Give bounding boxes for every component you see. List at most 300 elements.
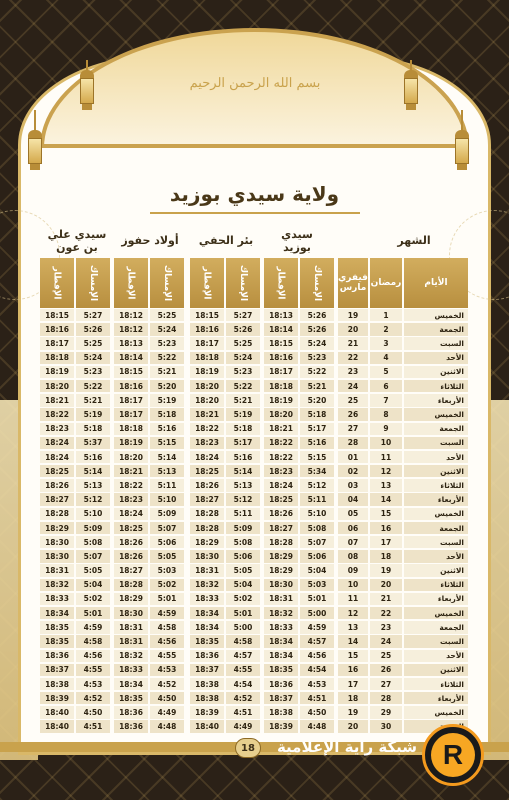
cell-imsak-ben-aoun: 5:02 [76, 593, 110, 605]
cell-iftar-bir-hafey: 18:22 [190, 423, 224, 435]
cell-imsak-sidi-bouzid: 4:53 [300, 678, 334, 690]
cell-imsak-bir-hafey: 5:13 [226, 479, 260, 491]
cell-iftar-ben-aoun: 18:36 [40, 650, 74, 662]
cell-ramadan-day: 18 [370, 550, 402, 562]
cell-iftar-ouled-haffouz: 18:18 [114, 423, 148, 435]
cell-iftar-sidi-bouzid: 18:30 [264, 579, 298, 591]
cell-iftar-bir-hafey: 18:21 [190, 408, 224, 420]
cell-imsak-ouled-haffouz: 5:07 [150, 522, 184, 534]
cell-imsak-sidi-bouzid: 4:48 [300, 720, 334, 732]
cell-ramadan-day: 7 [370, 394, 402, 406]
cell-imsak-sidi-bouzid: 5:11 [300, 493, 334, 505]
cell-iftar-bir-hafey: 18:37 [190, 664, 224, 676]
cell-iftar-bir-hafey: 18:34 [190, 621, 224, 633]
cell-imsak-ben-aoun: 5:37 [76, 437, 110, 449]
cell-iftar-ben-aoun: 18:26 [40, 479, 74, 491]
header-ouled-haffouz: أولاد حفوز [121, 234, 179, 247]
cell-iftar-ouled-haffouz: 18:12 [114, 323, 148, 335]
cell-greg-date: 16 [338, 664, 368, 676]
cell-imsak-bir-hafey: 4:49 [226, 720, 260, 732]
cell-iftar-ben-aoun: 18:37 [40, 664, 74, 676]
cell-imsak-ben-aoun: 5:21 [76, 394, 110, 406]
cell-imsak-ben-aoun: 5:07 [76, 550, 110, 562]
cell-iftar-ben-aoun: 18:33 [40, 593, 74, 605]
cell-greg-date: 05 [338, 508, 368, 520]
cell-imsak-ben-aoun: 4:58 [76, 635, 110, 647]
cell-imsak-ouled-haffouz: 5:18 [150, 408, 184, 420]
cell-greg-date: 11 [338, 593, 368, 605]
cell-iftar-ouled-haffouz: 18:31 [114, 635, 148, 647]
cell-imsak-sidi-bouzid: 4:51 [300, 692, 334, 704]
cell-weekday: السبت [404, 337, 468, 349]
subheader-iftar: الإفطار [190, 258, 224, 308]
cell-imsak-bir-hafey: 5:22 [226, 380, 260, 392]
cell-iftar-sidi-bouzid: 18:27 [264, 522, 298, 534]
lantern-icon [80, 60, 94, 110]
table-row [40, 521, 468, 535]
cell-imsak-sidi-bouzid: 4:54 [300, 664, 334, 676]
cell-iftar-bir-hafey: 18:38 [190, 678, 224, 690]
cell-iftar-ben-aoun: 18:40 [40, 720, 74, 732]
cell-iftar-sidi-bouzid: 18:15 [264, 337, 298, 349]
cell-iftar-ben-aoun: 18:25 [40, 465, 74, 477]
cell-imsak-sidi-bouzid: 5:34 [300, 465, 334, 477]
cell-imsak-bir-hafey: 5:05 [226, 564, 260, 576]
cell-imsak-ben-aoun: 5:24 [76, 352, 110, 364]
cell-iftar-ouled-haffouz: 18:35 [114, 692, 148, 704]
cell-imsak-sidi-bouzid: 5:03 [300, 579, 334, 591]
cell-ramadan-day: 23 [370, 621, 402, 633]
cell-greg-date: 24 [338, 380, 368, 392]
cell-weekday: الخميس [404, 508, 468, 520]
cell-imsak-ouled-haffouz: 5:25 [150, 309, 184, 321]
table-row [40, 719, 468, 733]
cell-imsak-ouled-haffouz: 5:01 [150, 593, 184, 605]
header-bir-hafey: بئر الحفي [198, 234, 254, 247]
table-row [40, 535, 468, 549]
cell-imsak-sidi-bouzid: 5:23 [300, 352, 334, 364]
cell-iftar-sidi-bouzid: 18:32 [264, 607, 298, 619]
cell-iftar-ouled-haffouz: 18:28 [114, 579, 148, 591]
cell-imsak-bir-hafey: 5:18 [226, 423, 260, 435]
cell-iftar-bir-hafey: 18:33 [190, 593, 224, 605]
cell-weekday: الثلاثاء [404, 380, 468, 392]
page-number: 18 [235, 738, 261, 758]
cell-iftar-ouled-haffouz: 18:14 [114, 352, 148, 364]
cell-iftar-sidi-bouzid: 18:26 [264, 508, 298, 520]
cell-iftar-bir-hafey: 18:26 [190, 479, 224, 491]
cell-iftar-sidi-bouzid: 18:37 [264, 692, 298, 704]
cell-weekday: السبت [404, 536, 468, 548]
table-row [40, 379, 468, 393]
lantern-icon [28, 110, 42, 170]
cell-iftar-bir-hafey: 18:38 [190, 692, 224, 704]
cell-iftar-ben-aoun: 18:19 [40, 366, 74, 378]
cell-imsak-ouled-haffouz: 5:23 [150, 337, 184, 349]
table-row [40, 492, 468, 506]
cell-iftar-ben-aoun: 18:35 [40, 621, 74, 633]
table-row [40, 336, 468, 350]
table-row [40, 308, 468, 322]
cell-iftar-bir-hafey: 18:31 [190, 564, 224, 576]
table-row [40, 592, 468, 606]
cell-imsak-ben-aoun: 5:16 [76, 451, 110, 463]
cell-greg-date: 10 [338, 579, 368, 591]
cell-greg-date: 08 [338, 550, 368, 562]
cell-imsak-ben-aoun: 5:04 [76, 579, 110, 591]
cell-iftar-sidi-bouzid: 18:38 [264, 706, 298, 718]
cell-imsak-ouled-haffouz: 5:09 [150, 508, 184, 520]
cell-greg-date: 14 [338, 635, 368, 647]
cell-imsak-bir-hafey: 5:27 [226, 309, 260, 321]
title-divider [150, 212, 360, 214]
cell-weekday: الأحد [404, 650, 468, 662]
cell-iftar-sidi-bouzid: 18:36 [264, 678, 298, 690]
cell-iftar-bir-hafey: 18:36 [190, 650, 224, 662]
cell-imsak-sidi-bouzid: 5:04 [300, 564, 334, 576]
cell-ramadan-day: 6 [370, 380, 402, 392]
cell-iftar-ouled-haffouz: 18:26 [114, 550, 148, 562]
cell-ramadan-day: 15 [370, 508, 402, 520]
table-row [40, 436, 468, 450]
table-row [40, 422, 468, 436]
cell-weekday: الخميس [404, 408, 468, 420]
cell-iftar-ouled-haffouz: 18:17 [114, 394, 148, 406]
cell-greg-date: 13 [338, 621, 368, 633]
table-row [40, 464, 468, 478]
cell-ramadan-day: 11 [370, 451, 402, 463]
logo-letter: R [431, 733, 475, 777]
cell-iftar-bir-hafey: 18:28 [190, 508, 224, 520]
cell-greg-date: 22 [338, 352, 368, 364]
cell-iftar-bir-hafey: 18:18 [190, 352, 224, 364]
cell-iftar-sidi-bouzid: 18:19 [264, 394, 298, 406]
cell-imsak-bir-hafey: 5:01 [226, 607, 260, 619]
cell-iftar-sidi-bouzid: 18:24 [264, 479, 298, 491]
cell-iftar-sidi-bouzid: 18:16 [264, 352, 298, 364]
cell-greg-date: 17 [338, 678, 368, 690]
cell-ramadan-day: 3 [370, 337, 402, 349]
lantern-icon [455, 110, 469, 170]
cell-iftar-sidi-bouzid: 18:31 [264, 593, 298, 605]
cell-imsak-sidi-bouzid: 5:22 [300, 366, 334, 378]
cell-imsak-ben-aoun: 5:19 [76, 408, 110, 420]
cell-imsak-sidi-bouzid: 4:50 [300, 706, 334, 718]
cell-greg-date: 18 [338, 692, 368, 704]
cell-iftar-sidi-bouzid: 18:22 [264, 451, 298, 463]
cell-imsak-ouled-haffouz: 5:20 [150, 380, 184, 392]
cell-weekday: الأحد [404, 451, 468, 463]
cell-iftar-ben-aoun: 18:32 [40, 579, 74, 591]
cell-imsak-sidi-bouzid: 4:59 [300, 621, 334, 633]
cell-weekday: الأحد [404, 352, 468, 364]
table-row [40, 393, 468, 407]
cell-iftar-sidi-bouzid: 18:22 [264, 437, 298, 449]
cell-ramadan-day: 1 [370, 309, 402, 321]
cell-iftar-bir-hafey: 18:15 [190, 309, 224, 321]
cell-greg-date: 20 [338, 323, 368, 335]
cell-weekday: الجمعة [404, 621, 468, 633]
cell-imsak-ben-aoun: 5:25 [76, 337, 110, 349]
subheader-imsak: الإمساك [150, 258, 184, 308]
cell-weekday: الأربعاء [404, 692, 468, 704]
cell-ramadan-day: 20 [370, 579, 402, 591]
cell-imsak-ben-aoun: 5:22 [76, 380, 110, 392]
table-row [40, 549, 468, 563]
table-row [40, 365, 468, 379]
cell-imsak-sidi-bouzid: 4:56 [300, 650, 334, 662]
cell-imsak-ben-aoun: 4:53 [76, 678, 110, 690]
cell-iftar-bir-hafey: 18:39 [190, 706, 224, 718]
cell-imsak-sidi-bouzid: 5:15 [300, 451, 334, 463]
cell-imsak-sidi-bouzid: 5:26 [300, 323, 334, 335]
cell-imsak-ben-aoun: 5:10 [76, 508, 110, 520]
cell-weekday: الجمعة [404, 522, 468, 534]
cell-iftar-sidi-bouzid: 18:23 [264, 465, 298, 477]
cell-ramadan-day: 5 [370, 366, 402, 378]
cell-imsak-sidi-bouzid: 5:12 [300, 479, 334, 491]
cell-imsak-ouled-haffouz: 4:53 [150, 664, 184, 676]
cell-imsak-ouled-haffouz: 4:58 [150, 621, 184, 633]
table-row [40, 634, 468, 648]
subheader-iftar: الإفطار [114, 258, 148, 308]
cell-greg-date: 06 [338, 522, 368, 534]
cell-iftar-ouled-haffouz: 18:12 [114, 309, 148, 321]
cell-imsak-bir-hafey: 5:21 [226, 394, 260, 406]
cell-ramadan-day: 24 [370, 635, 402, 647]
cell-iftar-ben-aoun: 18:31 [40, 564, 74, 576]
cell-iftar-bir-hafey: 18:16 [190, 323, 224, 335]
cell-greg-date: 12 [338, 607, 368, 619]
cell-imsak-ouled-haffouz: 5:05 [150, 550, 184, 562]
cell-iftar-sidi-bouzid: 18:33 [264, 621, 298, 633]
cell-iftar-bir-hafey: 18:32 [190, 579, 224, 591]
cell-iftar-bir-hafey: 18:25 [190, 465, 224, 477]
table-row [40, 351, 468, 365]
cell-iftar-ouled-haffouz: 18:30 [114, 607, 148, 619]
cell-iftar-bir-hafey: 18:27 [190, 493, 224, 505]
cell-imsak-bir-hafey: 4:57 [226, 650, 260, 662]
cell-weekday: الاثنين [404, 465, 468, 477]
cell-imsak-bir-hafey: 5:26 [226, 323, 260, 335]
cell-iftar-bir-hafey: 18:40 [190, 720, 224, 732]
cell-ramadan-day: 28 [370, 692, 402, 704]
cell-iftar-bir-hafey: 18:35 [190, 635, 224, 647]
cell-iftar-sidi-bouzid: 18:35 [264, 664, 298, 676]
cell-greg-date: 07 [338, 536, 368, 548]
cell-imsak-bir-hafey: 5:24 [226, 352, 260, 364]
cell-iftar-ouled-haffouz: 18:22 [114, 479, 148, 491]
brand-logo [422, 724, 484, 786]
cell-imsak-bir-hafey: 5:16 [226, 451, 260, 463]
cell-weekday: الأربعاء [404, 394, 468, 406]
cell-imsak-bir-hafey: 5:19 [226, 408, 260, 420]
cell-ramadan-day: 16 [370, 522, 402, 534]
cell-imsak-sidi-bouzid: 5:10 [300, 508, 334, 520]
cell-imsak-ben-aoun: 4:52 [76, 692, 110, 704]
cell-ramadan-day: 25 [370, 650, 402, 662]
cell-imsak-ouled-haffouz: 5:15 [150, 437, 184, 449]
cell-iftar-ben-aoun: 18:18 [40, 352, 74, 364]
cell-weekday: الجمعة [404, 423, 468, 435]
cell-imsak-ben-aoun: 5:05 [76, 564, 110, 576]
cell-iftar-sidi-bouzid: 18:34 [264, 635, 298, 647]
cell-imsak-bir-hafey: 5:02 [226, 593, 260, 605]
cell-imsak-ouled-haffouz: 5:06 [150, 536, 184, 548]
cell-imsak-ouled-haffouz: 4:59 [150, 607, 184, 619]
header-month: الشهر [397, 234, 431, 247]
cell-iftar-ouled-haffouz: 18:34 [114, 678, 148, 690]
cell-imsak-ben-aoun: 5:09 [76, 522, 110, 534]
table-row [40, 450, 468, 464]
cell-imsak-ben-aoun: 4:55 [76, 664, 110, 676]
cell-imsak-bir-hafey: 5:17 [226, 437, 260, 449]
subheader-imsak: الإمساك [226, 258, 260, 308]
cell-weekday: الاثنين [404, 366, 468, 378]
cell-weekday: الثلاثاء [404, 579, 468, 591]
cell-ramadan-day: 21 [370, 593, 402, 605]
cell-imsak-sidi-bouzid: 5:20 [300, 394, 334, 406]
table-row [40, 677, 468, 691]
cell-iftar-ben-aoun: 18:40 [40, 706, 74, 718]
cell-greg-date: 26 [338, 408, 368, 420]
header-sidi-ali-ben-aoun: سيدي علي بن عون [47, 228, 107, 254]
cell-imsak-bir-hafey: 5:06 [226, 550, 260, 562]
imsakia-table [40, 258, 468, 734]
cell-imsak-ouled-haffouz: 5:02 [150, 579, 184, 591]
cell-weekday: الجمعة [404, 323, 468, 335]
cell-iftar-sidi-bouzid: 18:28 [264, 536, 298, 548]
cell-ramadan-day: 17 [370, 536, 402, 548]
cell-iftar-bir-hafey: 18:24 [190, 451, 224, 463]
cell-iftar-ouled-haffouz: 18:13 [114, 337, 148, 349]
cell-ramadan-day: 26 [370, 664, 402, 676]
cell-imsak-sidi-bouzid: 5:24 [300, 337, 334, 349]
cell-ramadan-day: 29 [370, 706, 402, 718]
cell-iftar-ouled-haffouz: 18:33 [114, 664, 148, 676]
cell-greg-date: 03 [338, 479, 368, 491]
cell-ramadan-day: 27 [370, 678, 402, 690]
cell-iftar-sidi-bouzid: 18:39 [264, 720, 298, 732]
cell-iftar-sidi-bouzid: 18:25 [264, 493, 298, 505]
cell-iftar-sidi-bouzid: 18:21 [264, 423, 298, 435]
cell-greg-date: 21 [338, 337, 368, 349]
cell-imsak-bir-hafey: 5:00 [226, 621, 260, 633]
cell-iftar-ben-aoun: 18:22 [40, 408, 74, 420]
table-row [40, 563, 468, 577]
cell-iftar-sidi-bouzid: 18:17 [264, 366, 298, 378]
cell-greg-date: 04 [338, 493, 368, 505]
cell-ramadan-day: 30 [370, 720, 402, 732]
cell-iftar-sidi-bouzid: 18:20 [264, 408, 298, 420]
cell-imsak-bir-hafey: 4:52 [226, 692, 260, 704]
cell-imsak-ben-aoun: 4:51 [76, 720, 110, 732]
cell-iftar-ouled-haffouz: 18:21 [114, 465, 148, 477]
cell-imsak-ouled-haffouz: 5:10 [150, 493, 184, 505]
cell-iftar-ben-aoun: 18:24 [40, 437, 74, 449]
cell-iftar-ben-aoun: 18:16 [40, 323, 74, 335]
cell-ramadan-day: 9 [370, 423, 402, 435]
cell-weekday: الاثنين [404, 564, 468, 576]
cell-greg-date: 28 [338, 437, 368, 449]
cell-imsak-ben-aoun: 5:14 [76, 465, 110, 477]
cell-weekday: الأحد [404, 550, 468, 562]
cell-greg-date: 01 [338, 451, 368, 463]
cell-greg-date: 02 [338, 465, 368, 477]
cell-iftar-ouled-haffouz: 18:31 [114, 621, 148, 633]
subheader-iftar: الإفطار [40, 258, 74, 308]
table-row [40, 620, 468, 634]
cell-greg-date: 27 [338, 423, 368, 435]
cell-iftar-ben-aoun: 18:30 [40, 536, 74, 548]
cell-imsak-sidi-bouzid: 5:17 [300, 423, 334, 435]
cell-imsak-ben-aoun: 4:56 [76, 650, 110, 662]
cell-imsak-ouled-haffouz: 4:50 [150, 692, 184, 704]
cell-imsak-ouled-haffouz: 5:22 [150, 352, 184, 364]
table-row [40, 705, 468, 719]
brand-name: شبكة راية الإعلامية [276, 738, 418, 756]
cell-ramadan-day: 22 [370, 607, 402, 619]
cell-iftar-ben-aoun: 18:28 [40, 508, 74, 520]
cell-imsak-ben-aoun: 5:01 [76, 607, 110, 619]
cell-imsak-sidi-bouzid: 5:26 [300, 309, 334, 321]
cell-imsak-sidi-bouzid: 5:01 [300, 593, 334, 605]
cell-imsak-ouled-haffouz: 5:13 [150, 465, 184, 477]
cell-greg-date: 25 [338, 394, 368, 406]
cell-iftar-bir-hafey: 18:17 [190, 337, 224, 349]
cell-weekday: السبت [404, 437, 468, 449]
cell-iftar-ouled-haffouz: 18:26 [114, 536, 148, 548]
cell-greg-date: 19 [338, 309, 368, 321]
cell-imsak-sidi-bouzid: 5:00 [300, 607, 334, 619]
cell-imsak-ben-aoun: 5:27 [76, 309, 110, 321]
cell-iftar-ouled-haffouz: 18:25 [114, 522, 148, 534]
cell-iftar-bir-hafey: 18:30 [190, 550, 224, 562]
cell-weekday: الأربعاء [404, 593, 468, 605]
cell-iftar-sidi-bouzid: 18:29 [264, 564, 298, 576]
cell-iftar-ouled-haffouz: 18:23 [114, 493, 148, 505]
cell-imsak-ouled-haffouz: 5:16 [150, 423, 184, 435]
cell-imsak-sidi-bouzid: 5:07 [300, 536, 334, 548]
cell-iftar-ouled-haffouz: 18:20 [114, 451, 148, 463]
cell-ramadan-day: 2 [370, 323, 402, 335]
cell-imsak-ouled-haffouz: 4:52 [150, 678, 184, 690]
table-row [40, 478, 468, 492]
cell-imsak-bir-hafey: 5:11 [226, 508, 260, 520]
cell-imsak-ouled-haffouz: 4:49 [150, 706, 184, 718]
table-row [40, 606, 468, 620]
cell-ramadan-day: 19 [370, 564, 402, 576]
cell-weekday: الثلاثاء [404, 479, 468, 491]
cell-iftar-ben-aoun: 18:15 [40, 309, 74, 321]
cell-iftar-ouled-haffouz: 18:27 [114, 564, 148, 576]
cell-iftar-ben-aoun: 18:38 [40, 678, 74, 690]
cell-iftar-bir-hafey: 18:20 [190, 380, 224, 392]
cell-iftar-ouled-haffouz: 18:15 [114, 366, 148, 378]
cell-iftar-bir-hafey: 18:34 [190, 607, 224, 619]
subheader-feb-march: فيفري مارس [338, 258, 368, 308]
cell-imsak-ben-aoun: 5:23 [76, 366, 110, 378]
cell-greg-date: 19 [338, 706, 368, 718]
cell-greg-date: 09 [338, 564, 368, 576]
subheader-days: الأيام [404, 258, 468, 308]
cell-iftar-bir-hafey: 18:20 [190, 394, 224, 406]
cell-iftar-ouled-haffouz: 18:36 [114, 720, 148, 732]
cell-imsak-sidi-bouzid: 5:08 [300, 522, 334, 534]
subheader-imsak: الإمساك [76, 258, 110, 308]
table-row [40, 322, 468, 336]
cell-iftar-ben-aoun: 18:29 [40, 522, 74, 534]
